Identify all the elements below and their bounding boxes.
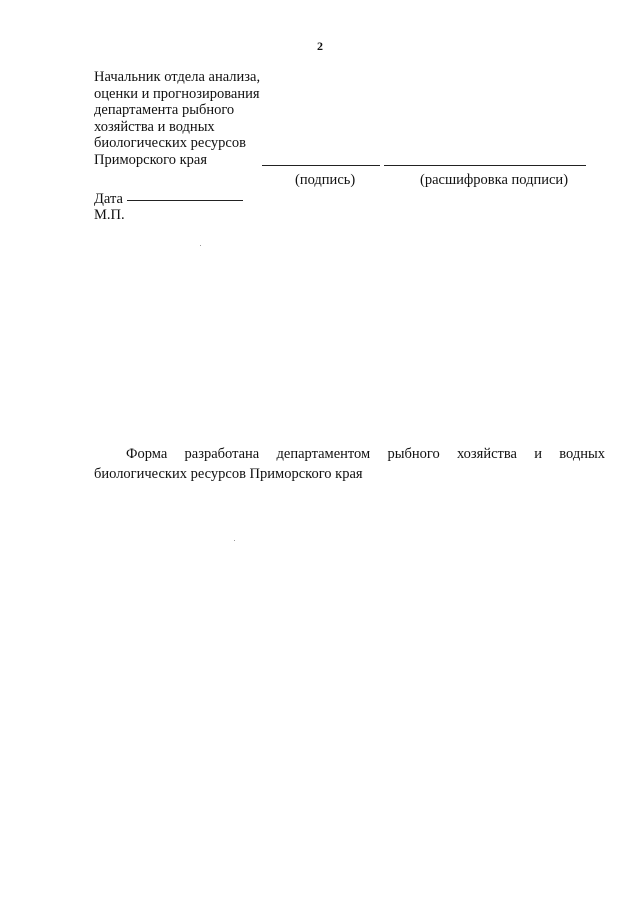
signature-line <box>262 165 380 166</box>
scan-speck <box>200 245 201 246</box>
footer-note-line: биологических ресурсов Приморского края <box>94 466 363 482</box>
scan-speck <box>234 540 235 541</box>
stamp-label: М.П. <box>94 207 125 223</box>
signature-caption: (подпись) <box>295 172 356 188</box>
date-line <box>127 200 243 201</box>
date-label: Дата <box>94 191 123 207</box>
page-number: 2 <box>317 39 323 53</box>
date-row <box>94 191 243 208</box>
signature-decoding-caption: (расшифровка подписи) <box>420 172 569 188</box>
signature-decoding-line <box>384 165 586 166</box>
footer-note <box>94 444 605 484</box>
signer-title-line: оценки и прогнозирования <box>94 85 260 102</box>
signer-title-line: департамента рыбного <box>94 102 235 118</box>
signer-title-line: биологических ресурсов <box>94 135 246 151</box>
signer-title-line: Начальник отдела анализа, <box>94 69 261 85</box>
signer-title <box>94 69 294 168</box>
signer-title-line: хозяйства и водных <box>94 118 215 135</box>
signer-title-line: Приморского края <box>94 151 208 168</box>
footer-note-line: Форма разработана департаментом рыбного хозяйства и водных <box>126 446 605 462</box>
